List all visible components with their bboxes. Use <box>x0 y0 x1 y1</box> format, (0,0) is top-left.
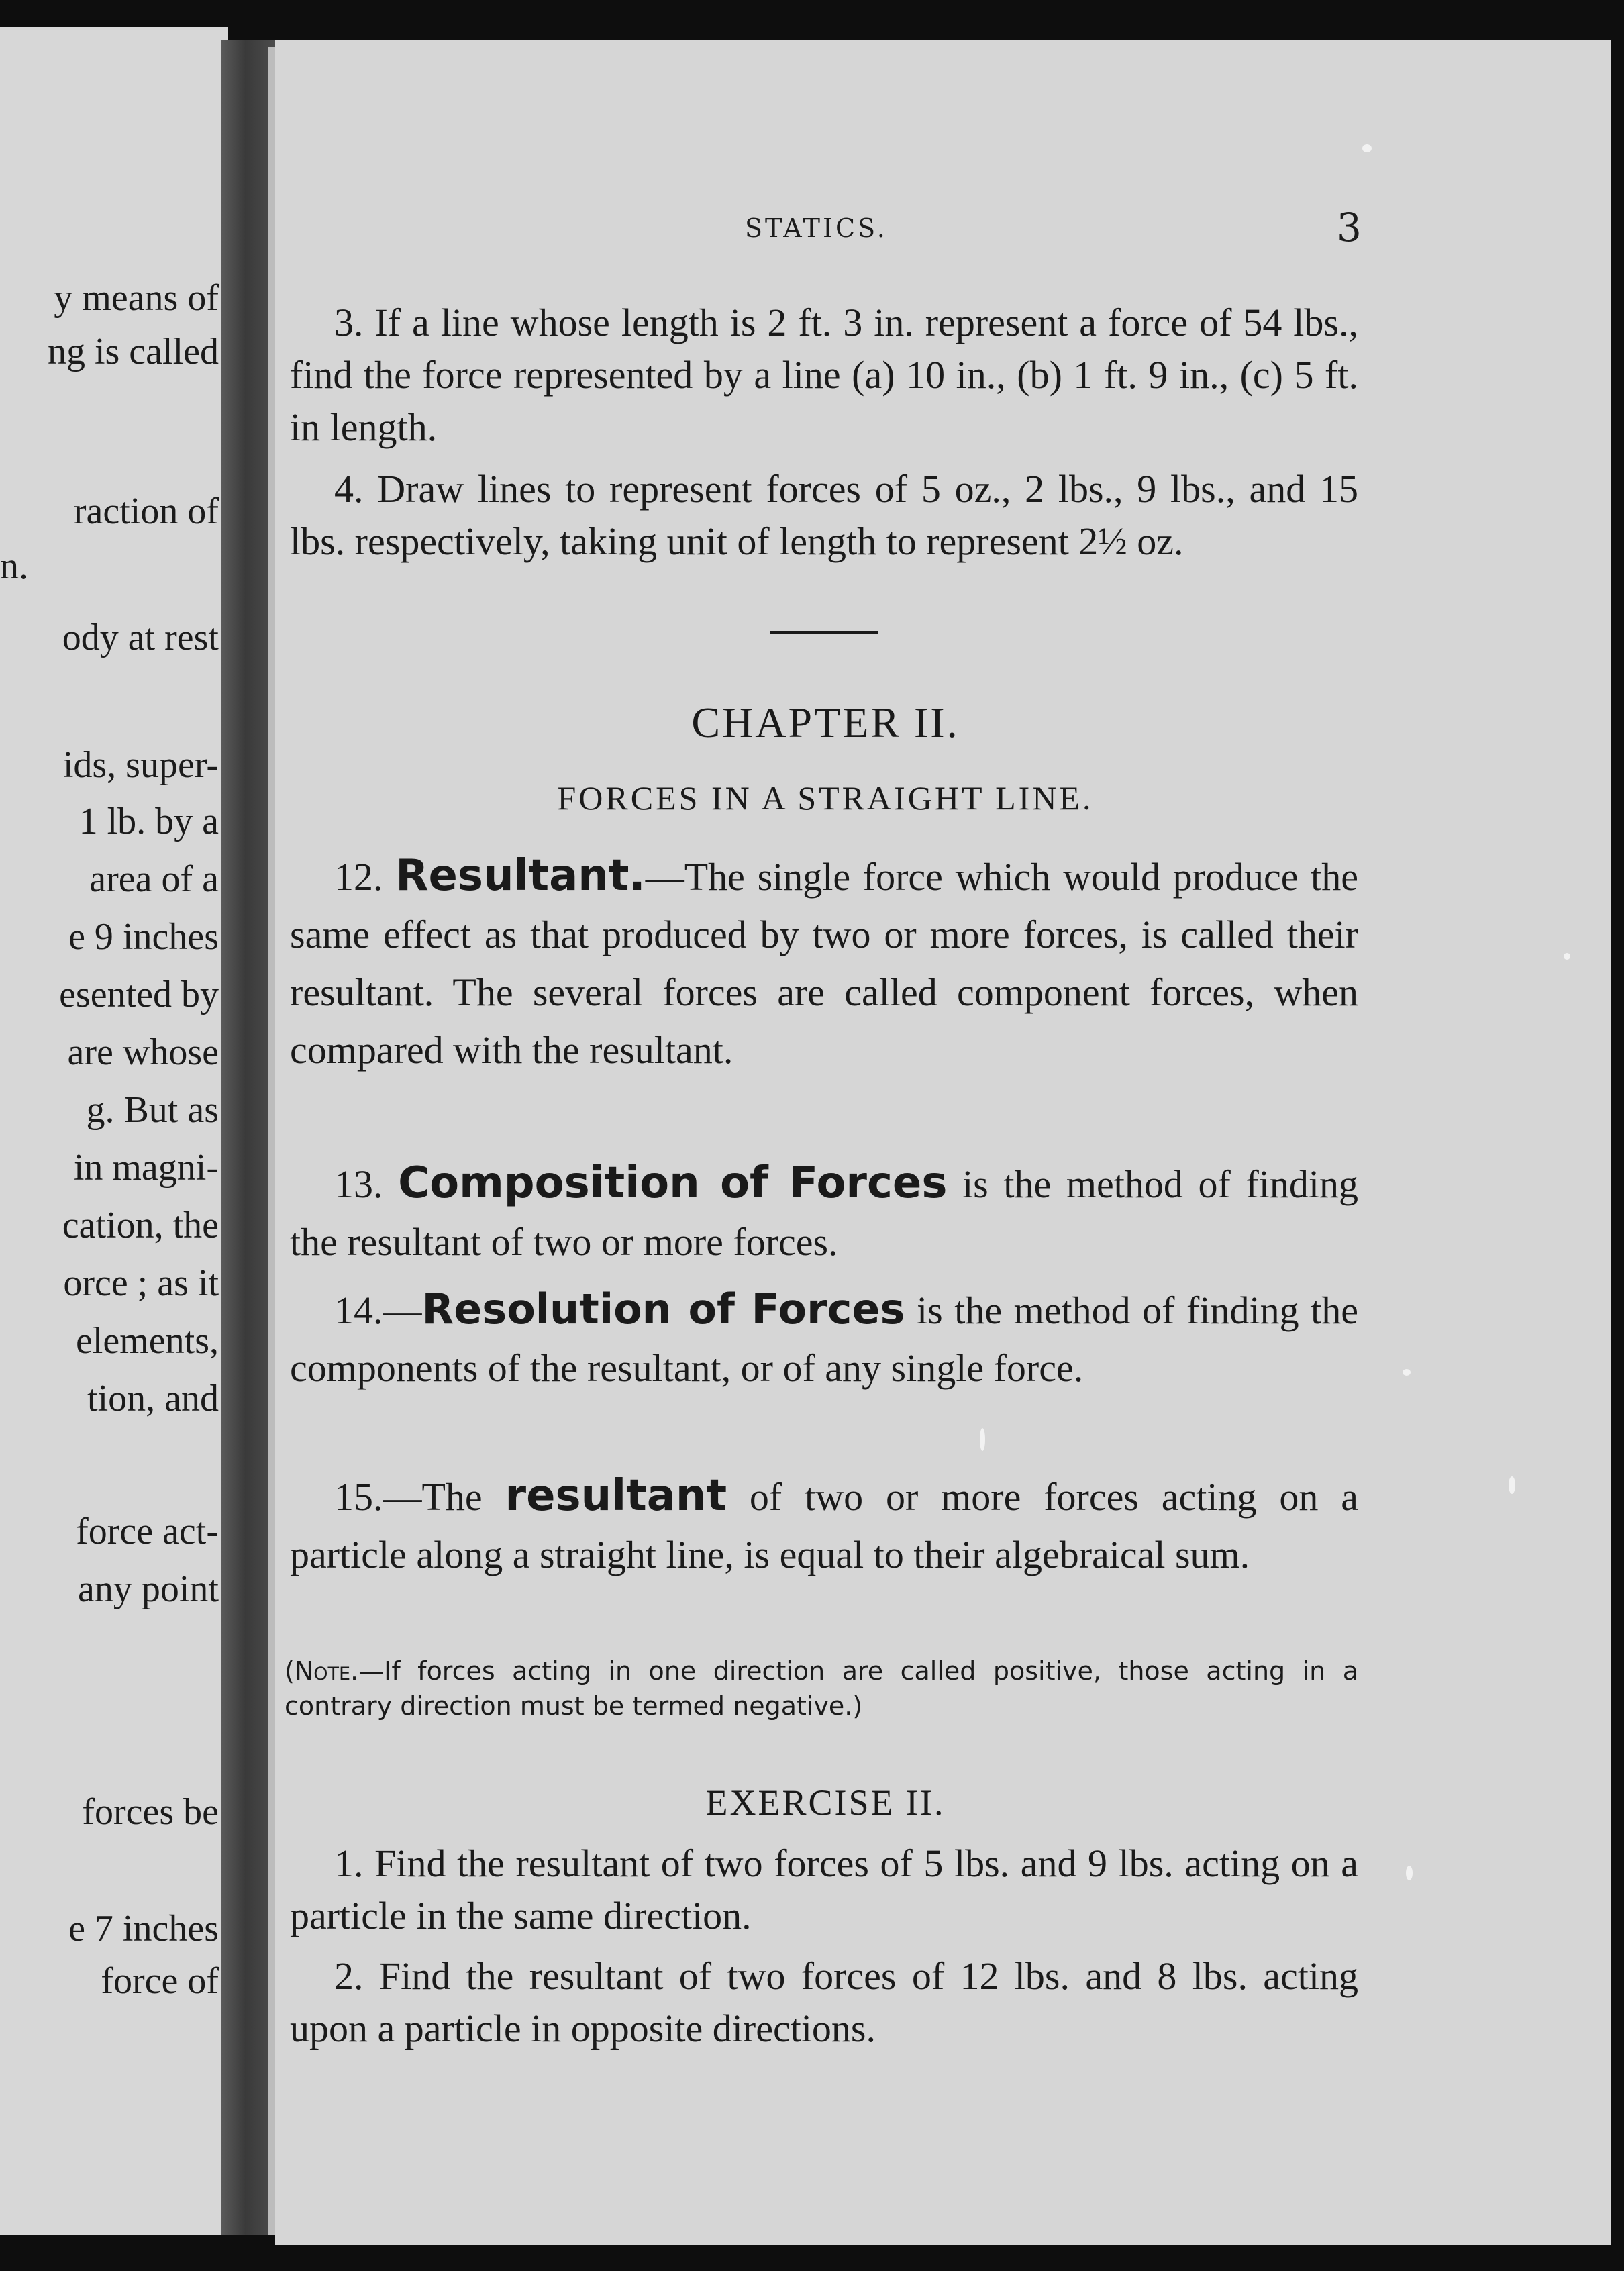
book-gutter <box>221 40 275 2235</box>
chapter-title: CHAPTER II. <box>691 699 960 746</box>
left-page-fragment: area of a <box>89 858 219 900</box>
section-prefix: 15.—The <box>334 1475 505 1519</box>
section-13-composition <box>290 1154 1358 1271</box>
section-text: is the method of finding the components of the resultant, or of any single force. <box>290 1289 1358 1390</box>
section-number: 12. <box>334 855 383 899</box>
exercise-heading: EXERCISE II. <box>705 1782 946 1823</box>
left-page-fragment: cation, the <box>62 1205 219 1246</box>
section-term: resultant <box>505 1471 727 1521</box>
left-page-fragment: orce ; as it <box>63 1262 219 1304</box>
exercise-question-3: 3. If a line whose length is 2 ft. 3 in. represent a force of 54 lbs., find the force represented by a line (a) 10 in., (b) 1 ft. 9 in., (c) 5 ft. in length. <box>290 301 1358 449</box>
left-page-fragment: g. But as <box>86 1089 219 1131</box>
scan-speck <box>980 1428 985 1451</box>
section-12-resultant <box>290 847 1358 1079</box>
left-page-fragment: are whose <box>67 1031 219 1073</box>
exercise-question-4: 4. Draw lines to represent forces of 5 oz., 2 lbs., 9 lbs., and 15 lbs. respectively, taking unit of length to represent 2½ oz. <box>290 467 1358 563</box>
left-page-fragment: force of <box>101 1960 219 2002</box>
section-text: is the method of finding the resultant of two or more forces. <box>290 1162 1359 1264</box>
scan-speck <box>1564 953 1570 960</box>
left-page-fragment: 1 lb. by a <box>79 801 219 842</box>
scan-speck <box>1403 1369 1411 1376</box>
left-page-fragment: ids, super- <box>62 744 219 786</box>
left-page-fragment: force act- <box>76 1511 219 1552</box>
left-page-fragment: elements, <box>75 1320 219 1362</box>
left-page-fragment: ody at rest <box>62 617 219 658</box>
left-page-fragment: n. <box>0 546 28 587</box>
section-14-resolution <box>290 1280 1358 1397</box>
scan-speck <box>1509 1476 1515 1494</box>
left-page-fragment: y means of <box>54 277 219 319</box>
page-number: 3 <box>1337 205 1362 250</box>
section-15-resultant-sum <box>290 1467 1358 1584</box>
left-facing-page <box>0 27 228 2235</box>
exercise-2-question-1: 1. Find the resultant of two forces of 5 lbs. and 9 lbs. acting on a particle in the same direction. <box>290 1841 1358 1937</box>
left-page-fragment: e 9 inches <box>68 916 219 958</box>
section-term: Composition of Forces <box>398 1158 948 1208</box>
sign-convention-note <box>285 1654 1358 1723</box>
note-text: —If forces acting in one direction are called positive, those acting in a contrary direction must be termed negative.) <box>285 1656 1358 1721</box>
section-number: 14.— <box>334 1289 422 1332</box>
left-page-fragment: e 7 inches <box>68 1908 219 1950</box>
left-page-fragment: in magni- <box>73 1147 219 1189</box>
left-page-fragment: any point <box>78 1568 219 1610</box>
left-page-fragment: tion, and <box>87 1378 219 1419</box>
section-number: 13. <box>334 1162 383 1206</box>
section-term: Resolution of Forces <box>421 1284 905 1333</box>
exercise-2-question-2: 2. Find the resultant of two forces of 12 lbs. and 8 lbs. acting upon a particle in opposite directions. <box>290 1954 1358 2050</box>
note-label: (Note. <box>285 1656 359 1686</box>
chapter-subtitle: FORCES IN A STRAIGHT LINE. <box>557 779 1094 817</box>
running-title: STATICS. <box>745 213 888 243</box>
scan-speck <box>1362 144 1372 152</box>
section-divider-rule <box>770 631 878 634</box>
left-page-fragment: forces be <box>82 1791 219 1833</box>
section-term: Resultant. <box>395 851 646 901</box>
left-page-fragment: raction of <box>73 491 219 532</box>
scan-speck <box>1406 1866 1413 1880</box>
section-text: —The single force which would produce the same effect as that produced by two or more forces, is called their resultant. The several forces are called component forces, when compared with the resultant. <box>290 855 1359 1072</box>
left-page-fragment: esented by <box>59 974 219 1015</box>
left-page-fragment: ng is called <box>47 331 219 372</box>
section-text: of two or more forces acting on a particle along a straight line, is equal to their algebraical sum. <box>290 1475 1358 1576</box>
